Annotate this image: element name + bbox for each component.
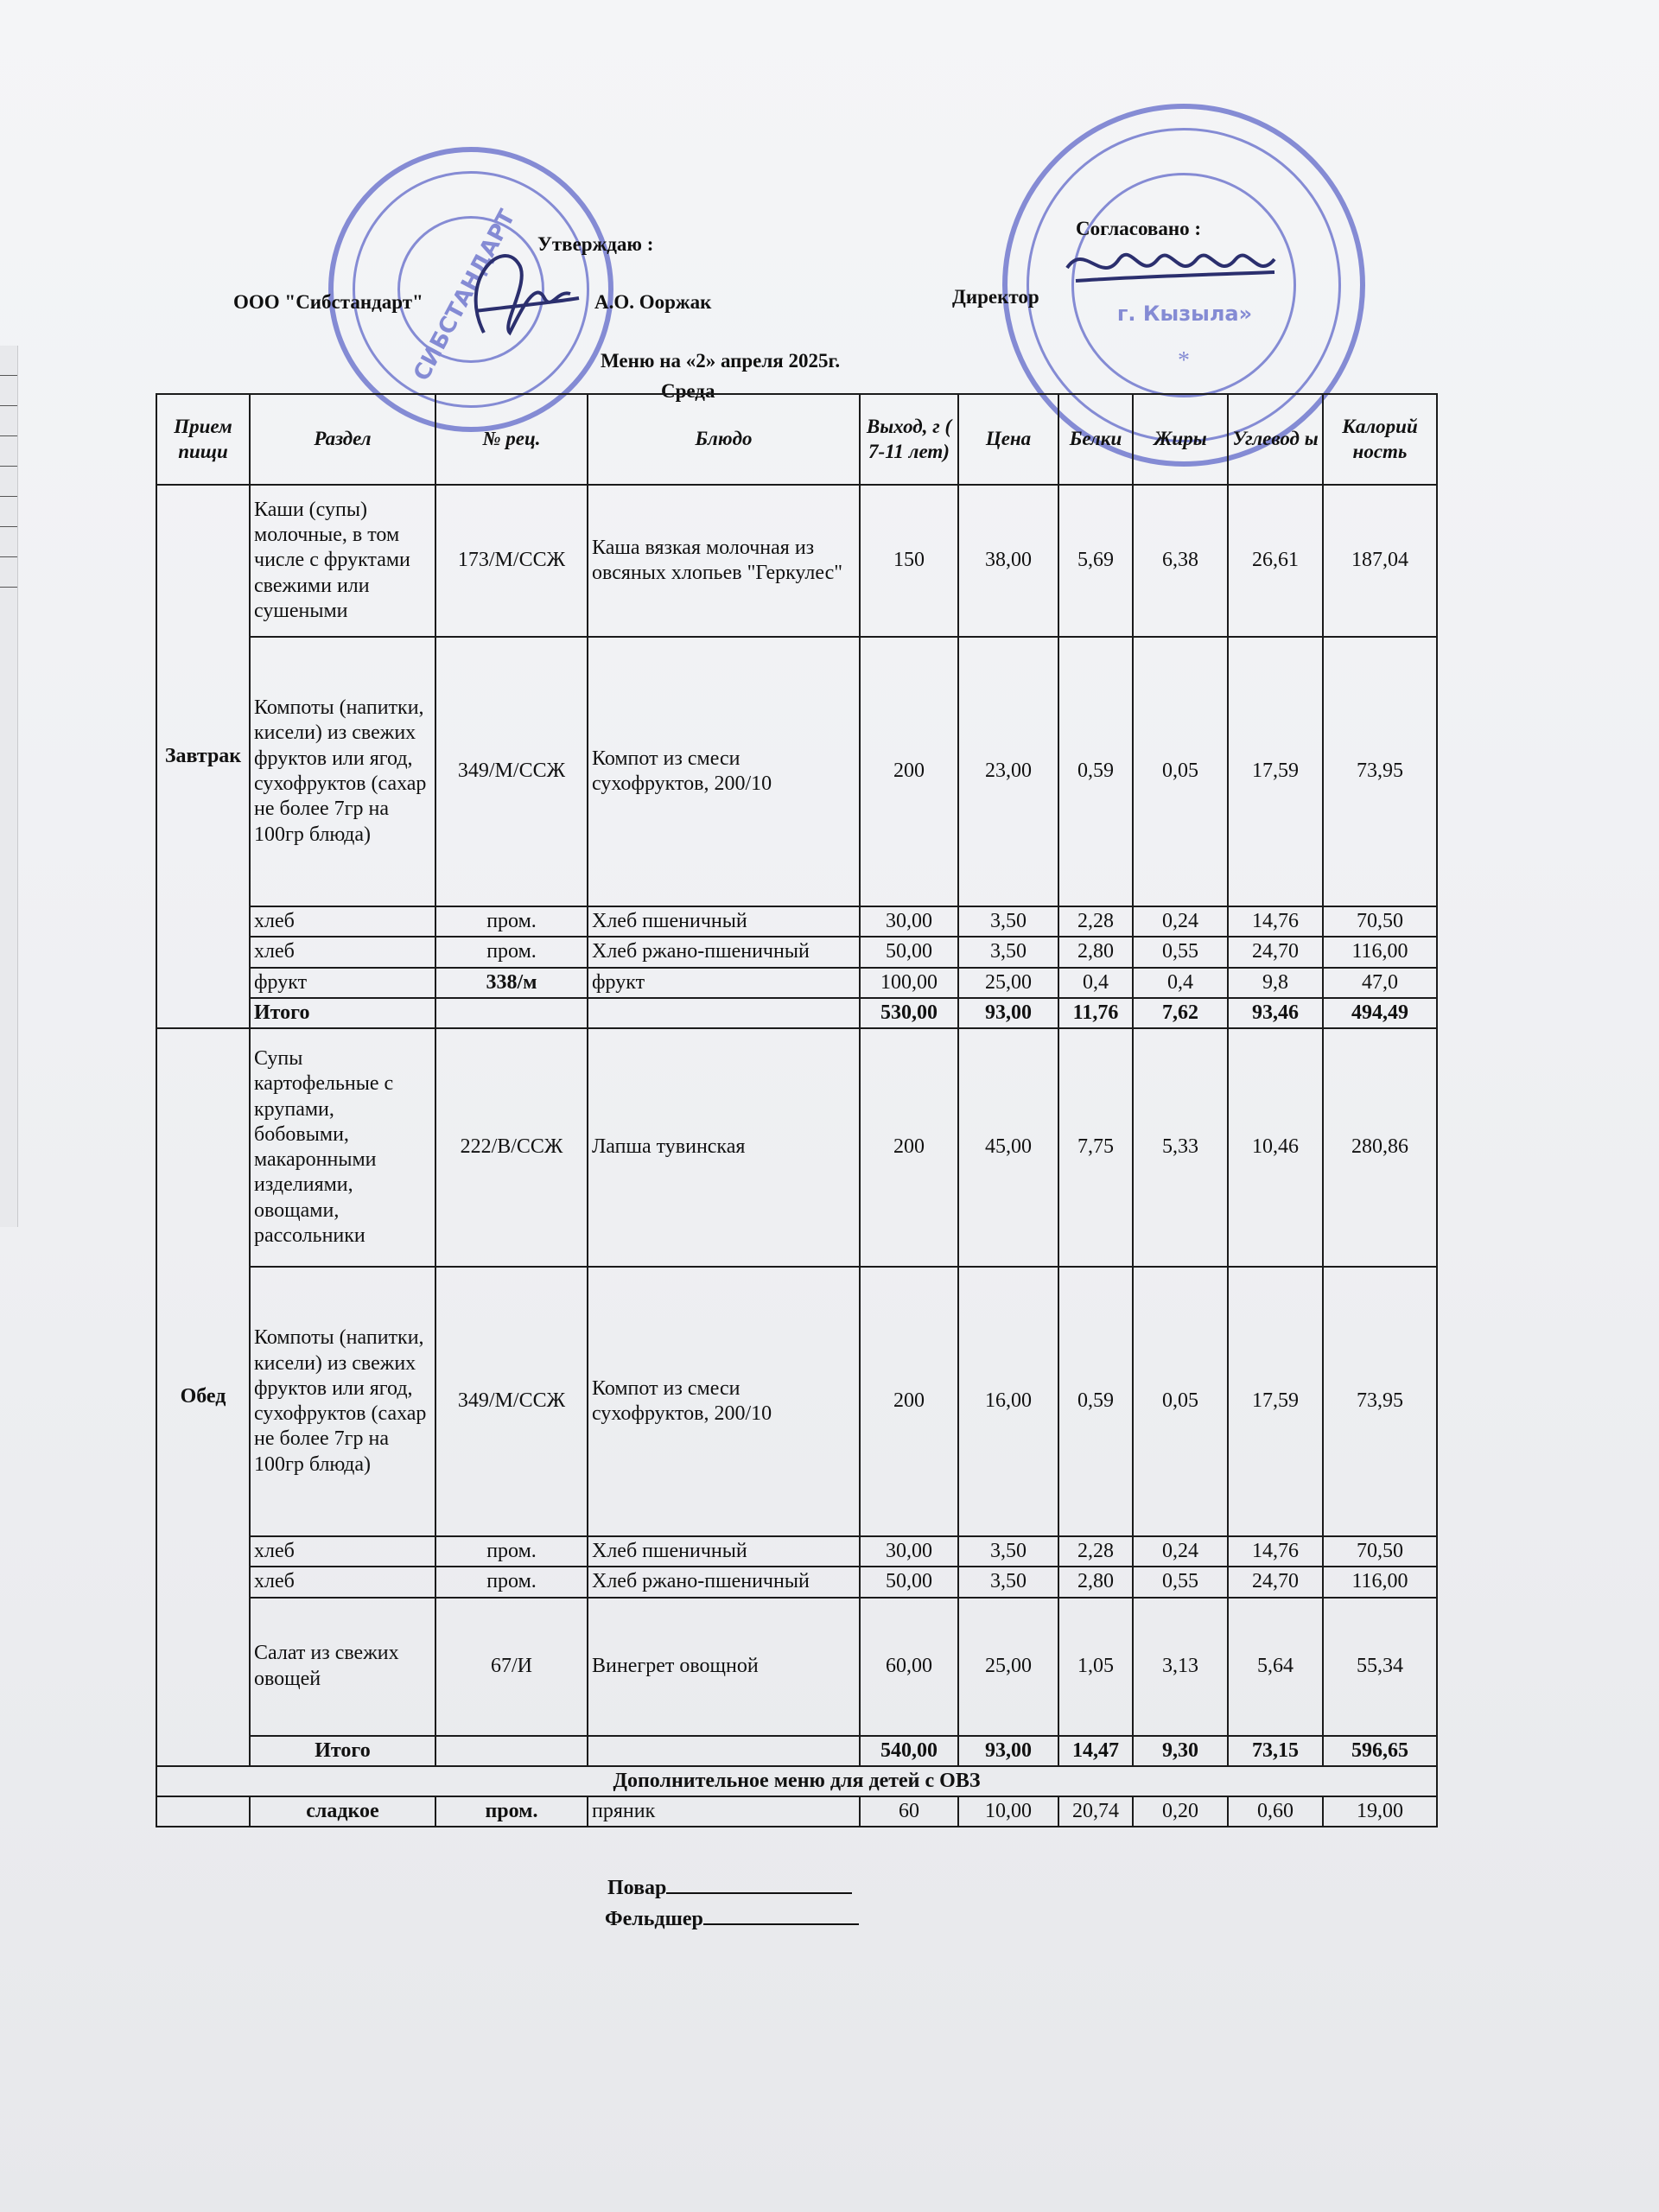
dish-cell: Винегрет овощной bbox=[588, 1598, 860, 1736]
total-yield: 540,00 bbox=[860, 1736, 958, 1766]
total-row-breakfast bbox=[156, 998, 1437, 1028]
total-yield: 530,00 bbox=[860, 998, 958, 1028]
price-cell: 3,50 bbox=[958, 1536, 1058, 1567]
table-row bbox=[156, 1267, 1437, 1536]
dish-cell: фрукт bbox=[588, 968, 860, 998]
yield-cell: 60 bbox=[860, 1796, 958, 1827]
agreed-label: Согласовано : bbox=[1076, 218, 1202, 239]
recipe-cell: 67/И bbox=[435, 1598, 588, 1736]
table-row bbox=[156, 968, 1437, 998]
extra-menu-title: Дополнительное меню для детей с ОВЗ bbox=[156, 1766, 1437, 1796]
yield-cell: 200 bbox=[860, 1267, 958, 1536]
table-row bbox=[156, 906, 1437, 937]
protein-cell: 5,69 bbox=[1058, 485, 1133, 637]
svg-text:*: * bbox=[1178, 347, 1190, 374]
recipe-cell: 349/М/ССЖ bbox=[435, 637, 588, 906]
carbs-cell: 26,61 bbox=[1228, 485, 1323, 637]
yield-cell: 50,00 bbox=[860, 937, 958, 967]
cook-signature-line bbox=[607, 1877, 852, 1900]
total-label: Итого bbox=[250, 1736, 435, 1766]
table-header-row bbox=[156, 394, 1437, 485]
table-row bbox=[156, 1028, 1437, 1267]
dish-cell: Лапша тувинская bbox=[588, 1028, 860, 1267]
total-carbs: 73,15 bbox=[1228, 1736, 1323, 1766]
kcal-cell: 187,04 bbox=[1323, 485, 1437, 637]
yield-cell: 60,00 bbox=[860, 1598, 958, 1736]
col-header-kcal: Калорий ность bbox=[1323, 394, 1437, 485]
total-fat: 7,62 bbox=[1133, 998, 1228, 1028]
total-protein: 14,47 bbox=[1058, 1736, 1133, 1766]
price-cell: 3,50 bbox=[958, 937, 1058, 967]
carbs-cell: 17,59 bbox=[1228, 637, 1323, 906]
fat-cell: 6,38 bbox=[1133, 485, 1228, 637]
fat-cell: 0,05 bbox=[1133, 1267, 1228, 1536]
protein-cell: 20,74 bbox=[1058, 1796, 1133, 1827]
kcal-cell: 116,00 bbox=[1323, 937, 1437, 967]
empty-cell bbox=[435, 1736, 588, 1766]
table-row bbox=[156, 1567, 1437, 1597]
col-header-price: Цена bbox=[958, 394, 1058, 485]
kcal-cell: 70,50 bbox=[1323, 1536, 1437, 1567]
kcal-cell: 55,34 bbox=[1323, 1598, 1437, 1736]
fat-cell: 0,55 bbox=[1133, 937, 1228, 967]
kcal-cell: 116,00 bbox=[1323, 1567, 1437, 1597]
col-header-dish: Блюдо bbox=[588, 394, 860, 485]
empty-cell bbox=[588, 1736, 860, 1766]
table-row bbox=[156, 485, 1437, 637]
section-cell: фрукт bbox=[250, 968, 435, 998]
fat-cell: 0,24 bbox=[1133, 1536, 1228, 1567]
recipe-cell: пром. bbox=[435, 937, 588, 967]
protein-cell: 1,05 bbox=[1058, 1598, 1133, 1736]
fat-cell: 0,05 bbox=[1133, 637, 1228, 906]
dish-cell: Хлеб пшеничный bbox=[588, 1536, 860, 1567]
underlying-sheet-edge bbox=[0, 346, 18, 1227]
dish-cell: Компот из смеси сухофруктов, 200/10 bbox=[588, 1267, 860, 1536]
empty-cell bbox=[435, 998, 588, 1028]
yield-cell: 50,00 bbox=[860, 1567, 958, 1597]
kcal-cell: 19,00 bbox=[1323, 1796, 1437, 1827]
table-row bbox=[156, 1536, 1437, 1567]
yield-cell: 200 bbox=[860, 637, 958, 906]
col-header-recipe: № рец. bbox=[435, 394, 588, 485]
seal-right-city: г. Кызыла» bbox=[1116, 302, 1253, 326]
total-row-lunch bbox=[156, 1736, 1437, 1766]
empty-cell bbox=[588, 998, 860, 1028]
kcal-cell: 70,50 bbox=[1323, 906, 1437, 937]
col-header-fat: Жиры bbox=[1133, 394, 1228, 485]
carbs-cell: 24,70 bbox=[1228, 1567, 1323, 1597]
carbs-cell: 24,70 bbox=[1228, 937, 1323, 967]
section-cell: хлеб bbox=[250, 906, 435, 937]
meal-cell-lunch: Обед bbox=[156, 1028, 250, 1766]
menu-table bbox=[156, 393, 1438, 1827]
carbs-cell: 17,59 bbox=[1228, 1267, 1323, 1536]
section-cell: хлеб bbox=[250, 1536, 435, 1567]
price-cell: 3,50 bbox=[958, 906, 1058, 937]
carbs-cell: 9,8 bbox=[1228, 968, 1323, 998]
carbs-cell: 5,64 bbox=[1228, 1598, 1323, 1736]
protein-cell: 7,75 bbox=[1058, 1028, 1133, 1267]
section-cell: Компоты (напитки, кисели) из свежих фруктов или ягод, сухофруктов (сахар не более 7гр на 100гр блюда) bbox=[250, 637, 435, 906]
kcal-cell: 73,95 bbox=[1323, 637, 1437, 906]
price-cell: 23,00 bbox=[958, 637, 1058, 906]
section-cell: Компоты (напитки, кисели) из свежих фруктов или ягод, сухофруктов (сахар не более 7гр на 100гр блюда) bbox=[250, 1267, 435, 1536]
dish-cell: Хлеб пшеничный bbox=[588, 906, 860, 937]
org-name: ООО "Сибстандарт" bbox=[233, 291, 423, 313]
protein-cell: 2,28 bbox=[1058, 906, 1133, 937]
price-cell: 38,00 bbox=[958, 485, 1058, 637]
fat-cell: 0,24 bbox=[1133, 906, 1228, 937]
total-label: Итого bbox=[250, 998, 435, 1028]
fat-cell: 0,55 bbox=[1133, 1567, 1228, 1597]
fat-cell: 0,20 bbox=[1133, 1796, 1228, 1827]
protein-cell: 2,80 bbox=[1058, 1567, 1133, 1597]
col-header-yield: Выход, г ( 7-11 лет) bbox=[860, 394, 958, 485]
menu-title: Меню на «2» апреля 2025г. bbox=[601, 350, 841, 372]
signature-right bbox=[1058, 233, 1283, 302]
fat-cell: 0,4 bbox=[1133, 968, 1228, 998]
table-row bbox=[156, 1598, 1437, 1736]
total-protein: 11,76 bbox=[1058, 998, 1133, 1028]
kcal-cell: 47,0 bbox=[1323, 968, 1437, 998]
table-row bbox=[156, 937, 1437, 967]
dish-cell: Хлеб ржано-пшеничный bbox=[588, 937, 860, 967]
protein-cell: 2,80 bbox=[1058, 937, 1133, 967]
recipe-cell: 173/М/ССЖ bbox=[435, 485, 588, 637]
dish-cell: Каша вязкая молочная из овсяных хлопьев "Геркулес" bbox=[588, 485, 860, 637]
total-carbs: 93,46 bbox=[1228, 998, 1323, 1028]
weekday: Среда bbox=[661, 380, 715, 402]
section-cell: Супы картофельные с крупами, бобовыми, макаронными изделиями, овощами, рассольники bbox=[250, 1028, 435, 1267]
price-cell: 10,00 bbox=[958, 1796, 1058, 1827]
yield-cell: 100,00 bbox=[860, 968, 958, 998]
col-header-meal: Прием пищи bbox=[156, 394, 250, 485]
table-row bbox=[156, 1796, 1437, 1827]
meal-cell-breakfast: Завтрак bbox=[156, 485, 250, 1028]
medic-signature-line bbox=[605, 1908, 859, 1931]
protein-cell: 2,28 bbox=[1058, 1536, 1133, 1567]
medic-label: Фельдшер bbox=[605, 1908, 703, 1930]
yield-cell: 30,00 bbox=[860, 906, 958, 937]
director-label: Директор bbox=[952, 286, 1039, 308]
section-cell: Каши (супы) молочные, в том числе с фруктами свежими или сушеными bbox=[250, 485, 435, 637]
section-cell: Салат из свежих овощей bbox=[250, 1598, 435, 1736]
dish-cell: пряник bbox=[588, 1796, 860, 1827]
col-header-section: Раздел bbox=[250, 394, 435, 485]
yield-cell: 30,00 bbox=[860, 1536, 958, 1567]
recipe-cell: 349/М/ССЖ bbox=[435, 1267, 588, 1536]
section-cell: хлеб bbox=[250, 1567, 435, 1597]
recipe-cell: пром. bbox=[435, 1796, 588, 1827]
total-price: 93,00 bbox=[958, 998, 1058, 1028]
col-header-protein: Белки bbox=[1058, 394, 1133, 485]
total-fat: 9,30 bbox=[1133, 1736, 1228, 1766]
total-price: 93,00 bbox=[958, 1736, 1058, 1766]
recipe-cell: пром. bbox=[435, 1536, 588, 1567]
fat-cell: 3,13 bbox=[1133, 1598, 1228, 1736]
dish-cell: Компот из смеси сухофруктов, 200/10 bbox=[588, 637, 860, 906]
col-header-carbs: Углевод ы bbox=[1228, 394, 1323, 485]
total-kcal: 494,49 bbox=[1323, 998, 1437, 1028]
price-cell: 25,00 bbox=[958, 1598, 1058, 1736]
price-cell: 45,00 bbox=[958, 1028, 1058, 1267]
kcal-cell: 73,95 bbox=[1323, 1267, 1437, 1536]
protein-cell: 0,4 bbox=[1058, 968, 1133, 998]
section-cell: сладкое bbox=[250, 1796, 435, 1827]
table-row bbox=[156, 637, 1437, 906]
price-cell: 3,50 bbox=[958, 1567, 1058, 1597]
yield-cell: 150 bbox=[860, 485, 958, 637]
protein-cell: 0,59 bbox=[1058, 1267, 1133, 1536]
carbs-cell: 10,46 bbox=[1228, 1028, 1323, 1267]
protein-cell: 0,59 bbox=[1058, 637, 1133, 906]
carbs-cell: 14,76 bbox=[1228, 1536, 1323, 1567]
extra-menu-title-row bbox=[156, 1766, 1437, 1796]
kcal-cell: 280,86 bbox=[1323, 1028, 1437, 1267]
recipe-cell: пром. bbox=[435, 1567, 588, 1597]
recipe-cell: пром. bbox=[435, 906, 588, 937]
total-kcal: 596,65 bbox=[1323, 1736, 1437, 1766]
approve-label: Утверждаю : bbox=[537, 233, 654, 255]
yield-cell: 200 bbox=[860, 1028, 958, 1267]
approver-name: А.О. Ооржак bbox=[594, 291, 712, 313]
section-cell: хлеб bbox=[250, 937, 435, 967]
price-cell: 16,00 bbox=[958, 1267, 1058, 1536]
seal-left-text: СИБСТАНДАРТ bbox=[409, 206, 521, 385]
dish-cell: Хлеб ржано-пшеничный bbox=[588, 1567, 860, 1597]
recipe-cell: 222/В/ССЖ bbox=[435, 1028, 588, 1267]
carbs-cell: 0,60 bbox=[1228, 1796, 1323, 1827]
fat-cell: 5,33 bbox=[1133, 1028, 1228, 1267]
recipe-cell: 338/м bbox=[435, 968, 588, 998]
cook-label: Повар bbox=[607, 1877, 667, 1899]
price-cell: 25,00 bbox=[958, 968, 1058, 998]
carbs-cell: 14,76 bbox=[1228, 906, 1323, 937]
empty-cell bbox=[156, 1796, 250, 1827]
